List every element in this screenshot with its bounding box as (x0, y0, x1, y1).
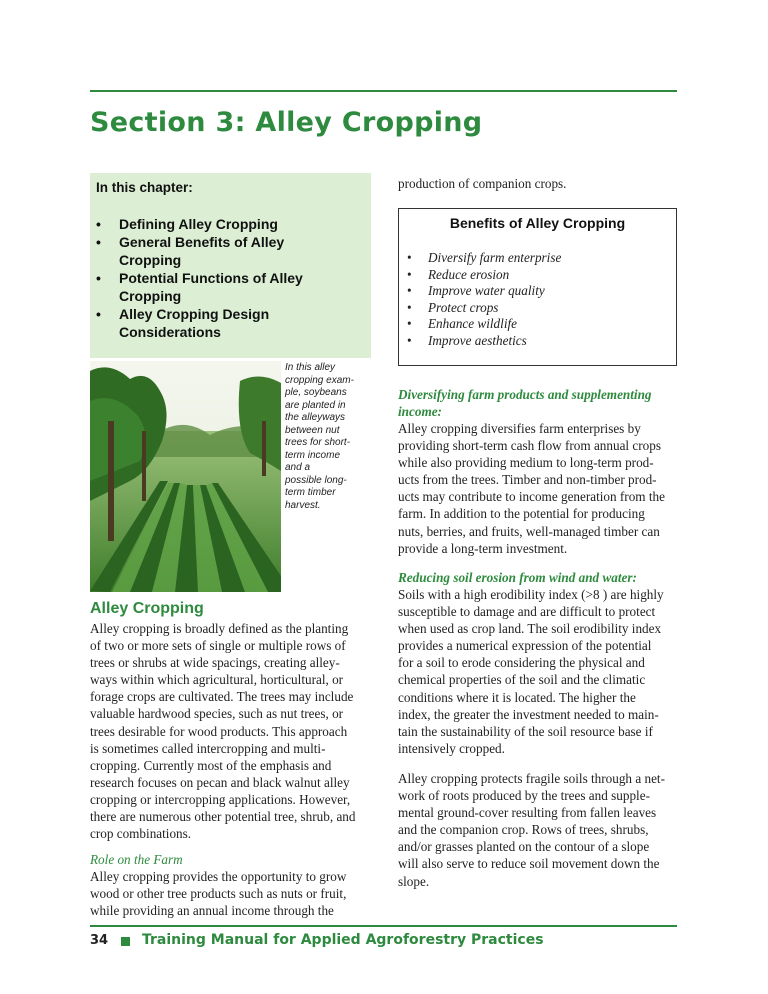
chapter-item: • Alley Cropping Design Considerations (96, 306, 270, 340)
page-number: 34 (90, 933, 109, 948)
bullet-icon: • (407, 299, 412, 315)
chapter-item: • Defining Alley Cropping (96, 216, 278, 232)
bullet-icon: • (96, 234, 101, 250)
bullet-icon: • (407, 266, 412, 282)
alley-cropping-photo (90, 361, 281, 592)
benefit-item: • Protect crops (407, 299, 499, 315)
chapter-box (90, 173, 371, 358)
benefit-item: • Improve water quality (407, 283, 545, 299)
benefit-item: • Reduce erosion (407, 266, 510, 282)
bullet-icon: • (407, 332, 412, 348)
chapter-item: • Potential Functions of Alley Cropping (96, 270, 303, 304)
benefit-item: • Enhance wildlife (407, 316, 517, 332)
bullet-icon: • (96, 306, 101, 322)
right-paragraph-1: Alley cropping diversifies farm enterprises by providing short-term cash flow from annual crops while also providing medium to long-term prod- ucts from the trees. Timber and non-timber prod- ucts may contribute to income generation from the farm. In addition to the potential for producing nuts, berries, and fruits, well-managed timber can provide a long-term investment. (398, 421, 665, 556)
chapter-list (96, 215, 364, 341)
diversifying-subheading: Diversifying farm products and supplementing income: (398, 387, 652, 420)
footer-title: Training Manual for Applied Agroforestry Practices (142, 932, 544, 948)
bullet-icon: • (407, 316, 412, 332)
top-rule (90, 90, 677, 92)
erosion-subheading: Reducing soil erosion from wind and water: (398, 570, 637, 585)
benefit-item: • Improve aesthetics (407, 332, 527, 348)
chapter-item: • General Benefits of Alley Cropping (96, 234, 285, 268)
chapter-box-heading: In this chapter: (96, 180, 193, 195)
section-title: Section 3: Alley Cropping (90, 107, 483, 138)
bullet-icon: • (96, 270, 101, 286)
bullet-icon: • (407, 250, 412, 265)
right-paragraph-3: Alley cropping protects fragile soils through a net- work of roots produced by the trees and supple- mental ground-cover resulting from fallen leaves and the companion crop. Rows of trees, shrubs, and/or grasses planted on the contour of a slope will also serve to reduce soil movement down the slope. (398, 771, 665, 889)
left-paragraph-1: Alley cropping is broadly defined as the planting of two or more sets of single or multiple rows of trees or shrubs at wide spacings, creating alley- ways within which agricultural, horticultural, or forage crops are cultivated. The trees may include valuable hardwood species, such as nut trees, or trees desirable for wood products. This approach is sometimes called intercropping and multi- cropping. Currently most of the emphasis and research focuses on pecan and black walnut alley cropping or intercropping applications. However, there are numerous other potential tree, shrub, and crop combinations. (90, 621, 356, 842)
alley-cropping-heading: Alley Cropping (90, 600, 204, 617)
photo-caption: In this alley cropping exam- ple, soybeans are planted in the alleyways between nut trees for short- term income and a possible long- term timber harvest. (285, 362, 354, 511)
benefits-heading: Benefits of Alley Cropping (449, 215, 626, 231)
square-bullet-icon (121, 937, 130, 946)
left-paragraph-2: Alley cropping provides the opportunity to grow wood or other tree products such as nuts or fruit, while providing an annual income through the (90, 869, 347, 919)
continuation-text: production of companion crops. (398, 176, 567, 191)
bullet-icon: • (407, 283, 412, 299)
benefits-box (398, 208, 677, 366)
right-paragraph-2: Soils with a high erodibility index (>8 ) are highly susceptible to damage and are difficult to protect when used as crop land. The soil erodibility index provides a numerical expression of the potential for a soil to erode considering the physical and chemical properties of the soil and the climatic conditions where it is located. The higher the index, the greater the investment needed to main- tain the sustainability of the soil resource base if intensively cropped. (398, 587, 664, 756)
benefit-item: • Diversify farm enterprise (407, 250, 562, 265)
benefits-list (407, 250, 561, 350)
bullet-icon: • (96, 216, 101, 232)
role-on-farm-subheading: Role on the Farm (90, 852, 183, 867)
footer-rule (90, 925, 677, 927)
